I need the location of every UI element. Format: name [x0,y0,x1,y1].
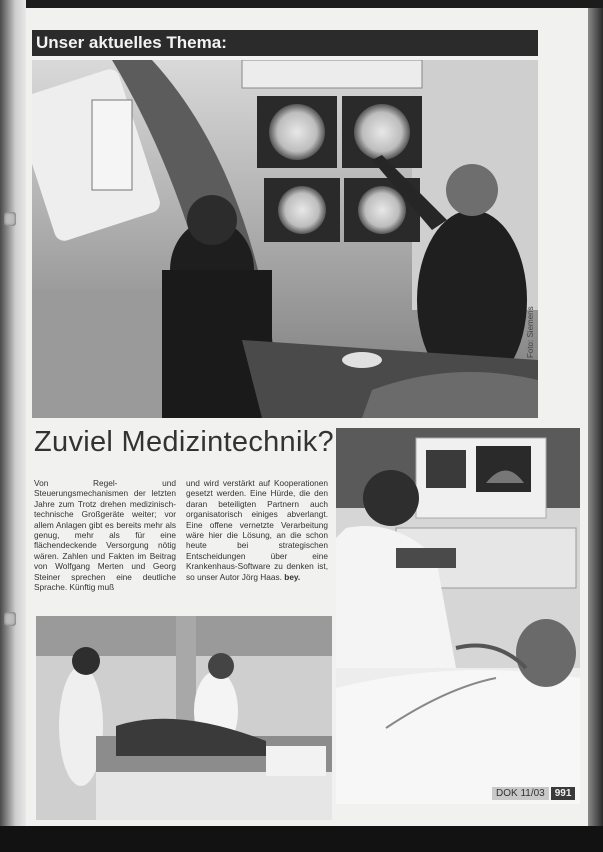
article-column-2 [186,478,328,582]
binder-edge [0,0,26,852]
article-column-2-text: und wird verstärkt auf Kooperationen gesetzt werden. Eine Hürde, die den daran beteiligten Partnern auch organisatorisch einiges abverlangt. Eine offene vernetzte Verarbeitung wäre hier die Lösung, an die schon heute bei strategischen Entscheidungen über eine Krankenhaus-Software zu denken ist, so unser Autor Jörg Haas. [186,478,328,582]
punch-hole [4,612,16,626]
article-body [34,478,344,610]
hero-photo [32,60,538,418]
medical-imaging-room-photo [32,60,538,418]
article-column-1: Von Regel- und Steuerungsmechanismen der letzten Jahre zum Trotz drehen medizinisch-technische Großgeräte weiter; vor allem Anlagen gibt es bereits mehr als genug, mehr als für eine flächendeckende Versorgung nötig wären. Zahlen und Fakten im Beitrag von Wolfgang Merten und Georg Steiner sprechen eine deutliche Sprache. Künftig muß [34,478,176,593]
magazine-page [26,8,588,826]
photo-credit: Foto: Siemens [526,306,535,358]
patient-examination-photo [36,616,332,820]
article-headline: Zuviel Medizintechnik? [34,426,334,458]
page-footer [492,784,575,802]
author-tag: bey. [284,571,301,582]
ultrasound-photo [336,428,580,804]
page-edge-shadow [588,8,603,826]
ultrasound-exam-photo [336,428,580,804]
punch-hole [4,212,16,226]
page-number: 991 [551,787,576,800]
section-banner: Unser aktuelles Thema: [32,30,538,56]
clinic-photo [36,616,332,820]
issue-label: DOK 11/03 [492,787,549,800]
scan-bottom-border [0,826,603,852]
